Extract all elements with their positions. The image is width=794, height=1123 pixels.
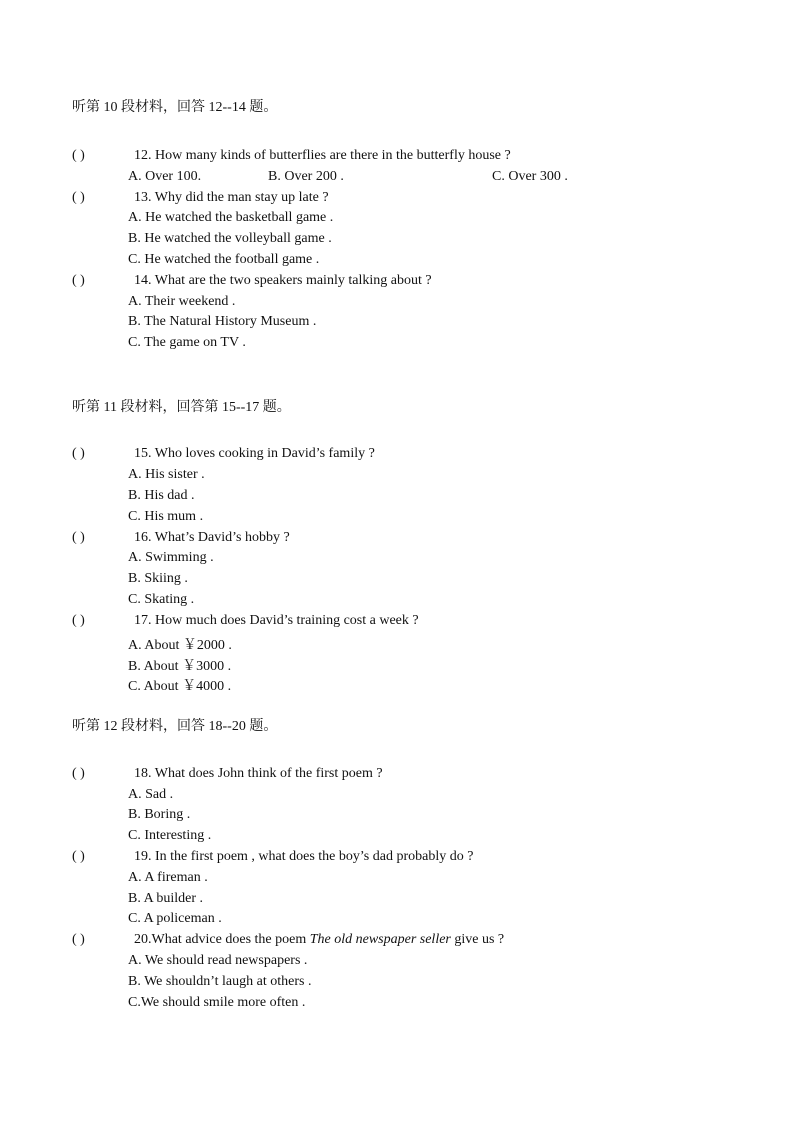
option-b[interactable]: B. The Natural History Museum .: [128, 314, 317, 329]
option-a[interactable]: A. Their weekend .: [128, 294, 236, 309]
answer-blank[interactable]: ( ): [72, 932, 85, 947]
option-a[interactable]: A. Sad .: [128, 787, 174, 802]
option-a[interactable]: A. Swimming .: [128, 550, 214, 565]
option-c[interactable]: C. He watched the football game .: [128, 252, 320, 267]
option-a[interactable]: A. Over 100.: [128, 169, 202, 184]
option-a[interactable]: A. He watched the basketball game .: [128, 210, 334, 225]
option-c[interactable]: C. A policeman .: [128, 911, 222, 926]
question-text: 16. What’s David’s hobby ?: [134, 530, 290, 545]
question-16: [72, 530, 290, 546]
question-text-start: 20.What advice does the poem: [134, 932, 310, 947]
question-text: 15. Who loves cooking in David’s family ?: [134, 446, 375, 461]
option-b[interactable]: B. Boring .: [128, 807, 191, 822]
answer-blank[interactable]: ( ): [72, 190, 85, 205]
option-b[interactable]: B. Over 200 .: [268, 169, 344, 184]
question-text: 12. How many kinds of butterflies are there in the butterfly house ?: [134, 148, 511, 163]
question-text: 17. How much does David’s training cost a week ?: [134, 613, 419, 628]
question-13: [72, 190, 329, 206]
question-text: 13. Why did the man stay up late ?: [134, 190, 329, 205]
option-a[interactable]: A. A fireman .: [128, 870, 208, 885]
option-c[interactable]: C. The game on TV .: [128, 335, 246, 350]
question-text: 18. What does John think of the first poem ?: [134, 766, 383, 781]
option-b[interactable]: B. We shouldn’t laugh at others .: [128, 974, 312, 989]
answer-blank[interactable]: ( ): [72, 849, 85, 864]
question-19: [72, 849, 473, 865]
question-12: [72, 148, 511, 164]
option-b[interactable]: B. A builder .: [128, 891, 204, 906]
option-c[interactable]: C. Over 300 .: [492, 169, 568, 184]
answer-blank[interactable]: ( ): [72, 766, 85, 781]
option-c[interactable]: C. About ￥4000 .: [128, 679, 232, 694]
answer-blank[interactable]: ( ): [72, 273, 85, 288]
question-17: [72, 613, 419, 629]
question-18: [72, 766, 383, 782]
question-14: [72, 273, 432, 289]
option-c[interactable]: C. Skating .: [128, 592, 195, 607]
answer-blank[interactable]: ( ): [72, 148, 85, 163]
option-a[interactable]: A. We should read newspapers .: [128, 953, 308, 968]
section-title: 听第 10 段材料，回答 12--14 题。: [72, 100, 278, 115]
question-text-end: give us ?: [450, 932, 505, 947]
option-c[interactable]: C. His mum .: [128, 509, 204, 524]
question-15: [72, 446, 375, 462]
question-text: 14. What are the two speakers mainly talking about ?: [134, 273, 432, 288]
option-a[interactable]: A. His sister .: [128, 467, 205, 482]
option-b[interactable]: B. Skiing .: [128, 571, 188, 586]
question-20: [72, 932, 504, 948]
option-b[interactable]: B. About ￥3000 .: [128, 659, 232, 674]
answer-blank[interactable]: ( ): [72, 613, 85, 628]
option-a[interactable]: A. About ￥2000 .: [128, 638, 232, 653]
section-title: 听第 12 段材料，回答 18--20 题。: [72, 719, 278, 734]
option-c[interactable]: C.We should smile more often .: [128, 995, 306, 1010]
answer-blank[interactable]: ( ): [72, 530, 85, 545]
option-c[interactable]: C. Interesting .: [128, 828, 212, 843]
section-title: 听第 11 段材料，回答第 15--17 题。: [72, 400, 291, 415]
option-b[interactable]: B. His dad .: [128, 488, 195, 503]
question-text: 19. In the first poem , what does the boy’s dad probably do ?: [134, 849, 474, 864]
answer-blank[interactable]: ( ): [72, 446, 85, 461]
poem-title: The old newspaper seller: [309, 932, 451, 947]
option-b[interactable]: B. He watched the volleyball game .: [128, 231, 332, 246]
